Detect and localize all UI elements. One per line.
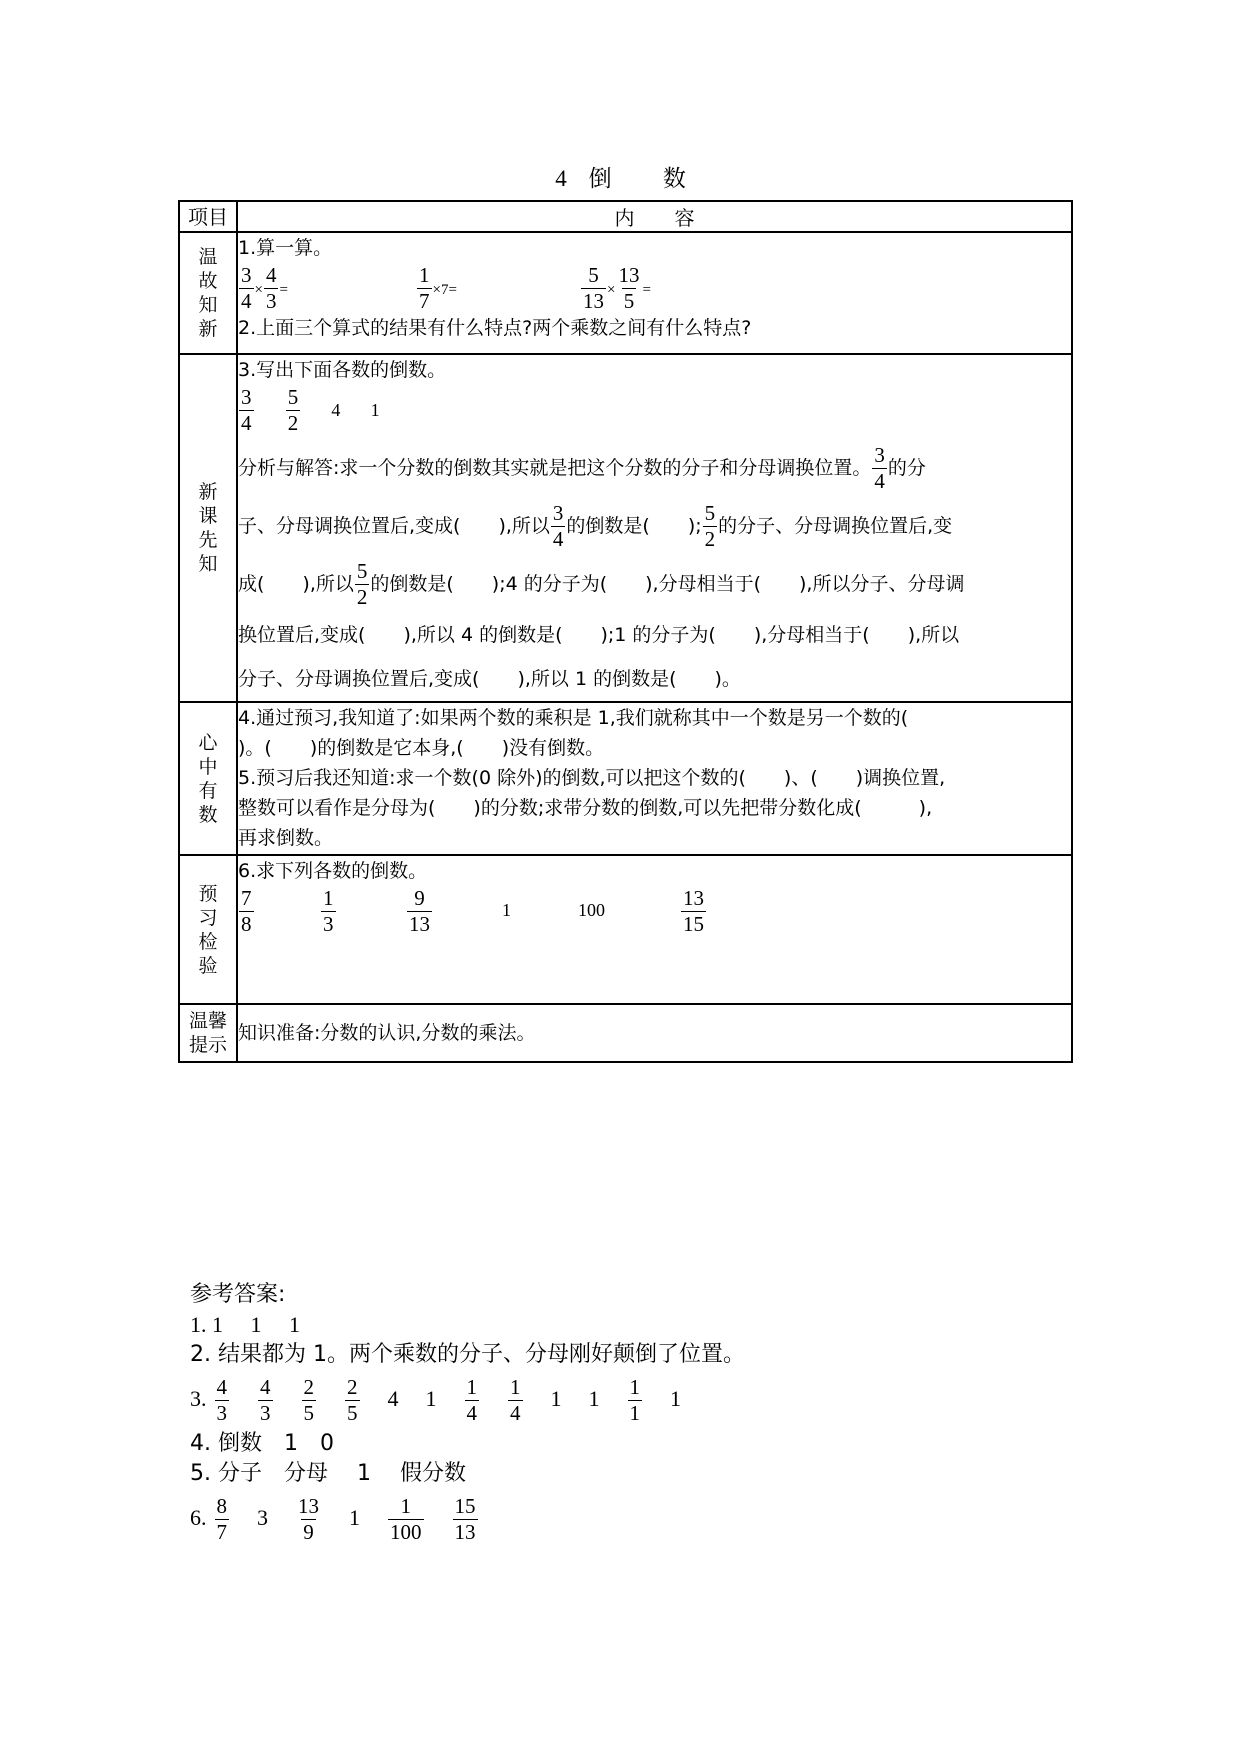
answer-3: 3. $\frac{4}{3}$ $\frac{4}{3}$ $\frac{2}{5}$ $\frac{2}{5}$ 4 1 $\frac{1}{4}$ $\frac{1}{4}$ 1 1 $\frac{1}{1}$ 1 xyxy=(190,1374,681,1425)
section-summary xyxy=(179,702,1072,855)
section-label: 新课先知 xyxy=(179,354,237,702)
question-2: 2.上面三个算式的结果有什么特点?两个乘数之间有什么特点? xyxy=(238,317,752,339)
section-tip xyxy=(179,1004,1072,1062)
check-items: $\frac{7}{8}$ $\frac{1}{3}$ $\frac{9}{13}$ 1 100 $\frac{13}{15}$ xyxy=(241,886,704,936)
analysis-text-2: 换位置后,变成( ),所以 4 的倒数是( );1 的分子为( ),分母相当于( ),所以 分子、分母调换位置后,变成( ),所以 1 的倒数是( )。 xyxy=(238,624,960,690)
section-content: 知识准备:分数的认识,分数的乘法。 xyxy=(237,1004,1072,1062)
section-label: 温馨提示 xyxy=(179,1004,237,1062)
answer-5: 5. 分子 分母 1 假分数 xyxy=(190,1461,466,1486)
worksheet-table xyxy=(178,200,1073,1063)
section-new-lesson xyxy=(179,354,1072,702)
section-check xyxy=(179,855,1072,1004)
section-content xyxy=(237,354,1072,702)
reciprocal-items: $\frac{3}{4}$ $\frac{5}{2}$ 4 1 xyxy=(241,385,380,435)
section-content xyxy=(237,855,1072,1004)
header-item: 项目 xyxy=(179,201,237,232)
answer-2: 2. 结果都为 1。两个乘数的分子、分母刚好颠倒了位置。 xyxy=(190,1342,745,1367)
page-title: 4 倒 数 xyxy=(555,166,686,192)
answer-4: 4. 倒数 1 0 xyxy=(190,1431,334,1456)
header-row xyxy=(179,201,1072,232)
expressions: $\frac{3}{4}$ × $\frac{4}{3}$ = $\frac{1}{7}$ ×7= $\frac{5}{13}$ × $\frac{13}{5}$ = xyxy=(241,263,651,313)
question-6: 6.求下列各数的倒数。 xyxy=(238,860,428,882)
section-content: 4.通过预习,我知道了:如果两个数的乘积是 1,我们就称其中一个数是另一个数的( )。( )的倒数是它本身,( )没有倒数。 5.预习后我还知道:求一个数(0 除外)的倒数,可以把这个数的( )、( )调换位置, 整数可以看作是分母为( )的分数;求带分数的倒数,可以先把带分数化成( ), 再求倒数。 xyxy=(237,702,1072,855)
section-label: 温故知新 xyxy=(179,232,237,354)
section-label: 心中有数 xyxy=(179,702,237,855)
question-3: 3.写出下面各数的倒数。 xyxy=(238,359,447,381)
answer-6: 6. $\frac{8}{7}$ 3 $\frac{13}{9}$ 1 $\frac{1}{100}$ $\frac{15}{13}$ xyxy=(190,1493,476,1544)
header-content: 内 容 xyxy=(237,201,1072,232)
answer-heading: 参考答案: xyxy=(190,1282,286,1307)
analysis-text: 分析与解答:求一个分数的倒数其实就是把这个分数的分子和分母调换位置。 $\frac{3}{4}$ 的分 子、分母调换位置后,变成( ),所以 $\frac{3}{4}$ 的倒数是( ); $\frac{5}{2}$ 的分子、分母调换位置后,变 成( ),所以 $\frac{5}{2}$ 的倒数是( );4 的分子为( ),分母相当于( ),所以分子、分母调 xyxy=(238,443,965,609)
answer-1: 1. 1 1 1 xyxy=(190,1312,301,1337)
answer-key xyxy=(190,1280,745,1548)
section-review xyxy=(179,232,1072,354)
section-label: 预习检验 xyxy=(179,855,237,1004)
question-1: 1.算一算。 xyxy=(238,237,333,259)
section-content xyxy=(237,232,1072,354)
